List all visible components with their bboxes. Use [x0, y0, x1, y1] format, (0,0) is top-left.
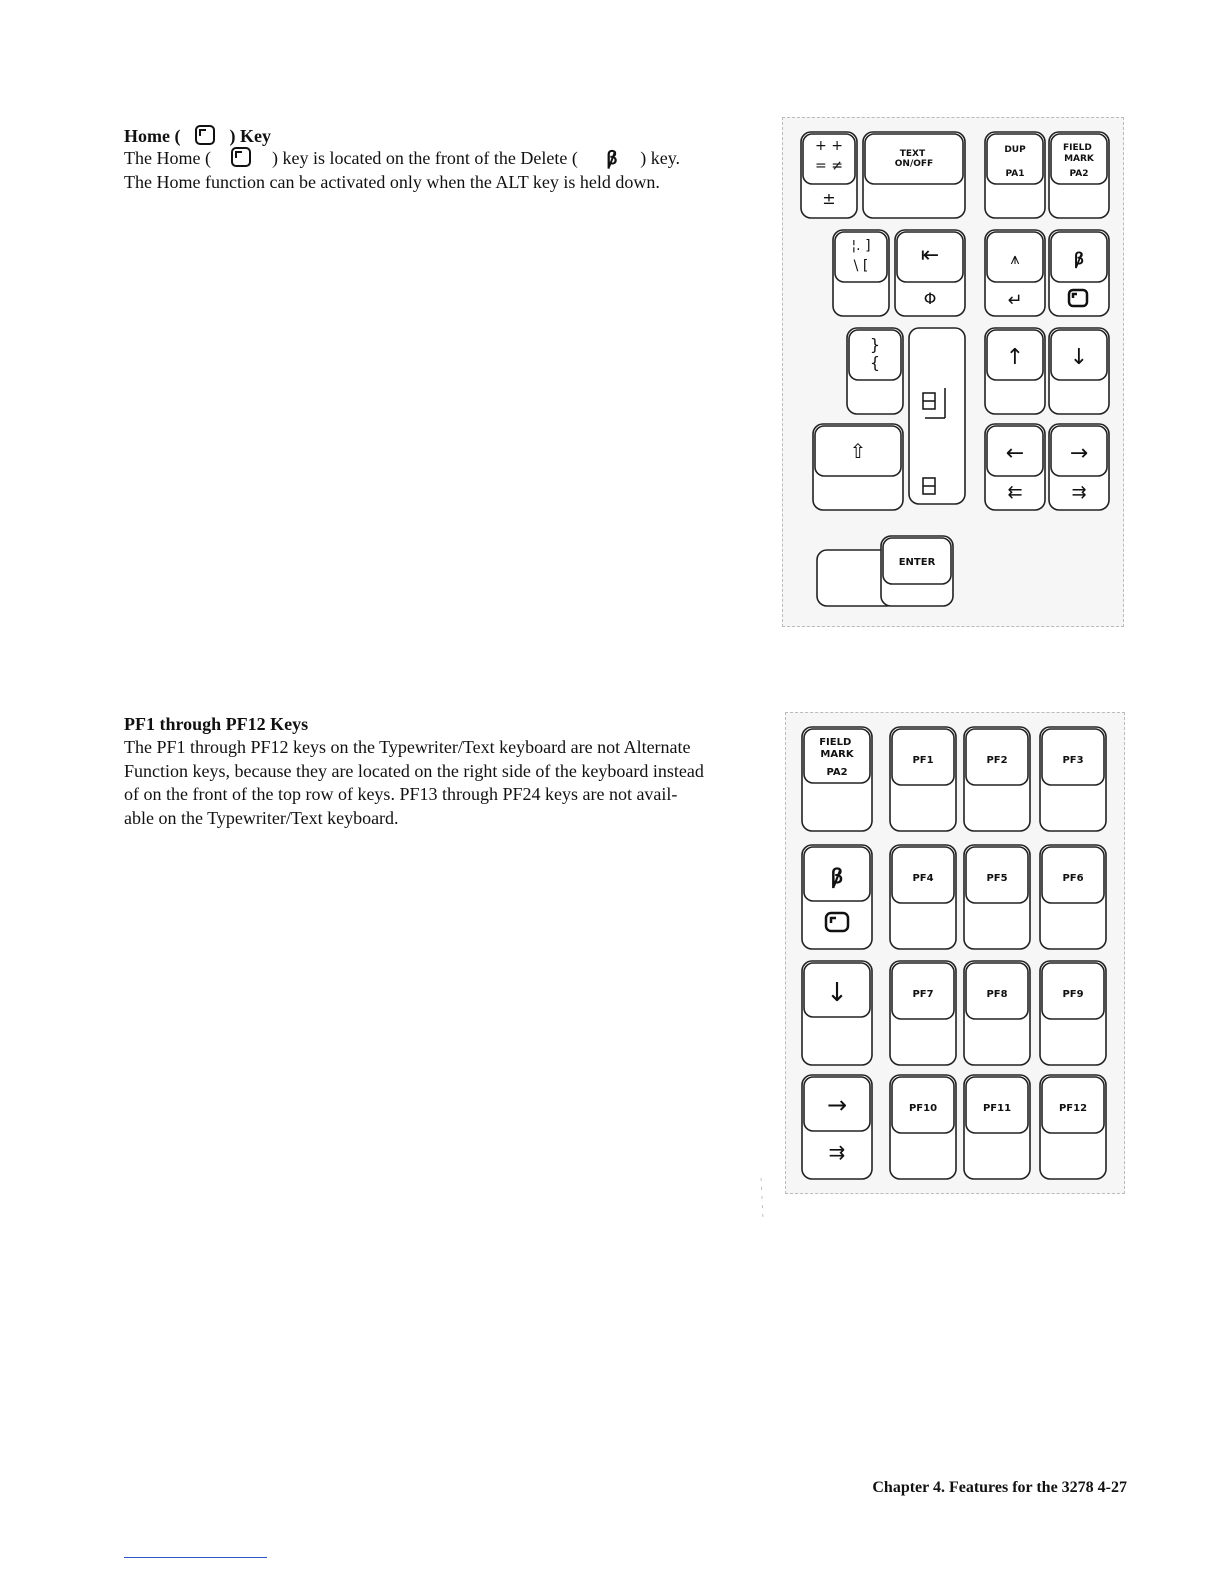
on-off-label: ON/OFF — [894, 159, 934, 169]
pf-key-label: PF4 — [912, 873, 934, 884]
phi-icon: Φ — [923, 289, 937, 308]
pf-heading: PF1 through PF12 Keys — [124, 714, 309, 734]
equals-label: = ≠ — [815, 158, 843, 174]
brackets-bottom-label: \ [ — [853, 258, 869, 274]
pf-line-2: Function keys, because they are located on the right side of the keyboard instead — [124, 760, 704, 781]
scan-mark-svg — [760, 1178, 764, 1218]
mark-label: MARK — [1064, 154, 1094, 164]
mark-label: MARK — [820, 749, 854, 760]
right-arrow-icon: → — [826, 1091, 848, 1119]
delete-icon: ꞵ̸ — [830, 864, 844, 888]
pf-line-3: of on the front of the top row of keys. PF13 through PF24 keys are not avail- — [124, 784, 678, 804]
pf-paragraph — [124, 736, 774, 830]
home-heading-suffix: ) Key — [229, 126, 271, 146]
braces-bottom-label: { — [869, 353, 881, 372]
left-arrow-icon: ← — [1005, 441, 1025, 466]
up-arrow-icon: ↑ — [1005, 345, 1025, 370]
pf-keypad-illustration — [785, 712, 1125, 1194]
tab-icon: ⇤ — [920, 243, 940, 268]
pf-line-4: able on the Typewriter/Text keyboard. — [124, 807, 399, 828]
pf-key-label: PF6 — [1062, 873, 1084, 884]
down-arrow-icon: ↓ — [826, 978, 848, 1008]
pf-key-label: PF12 — [1058, 1103, 1088, 1114]
pf-keypad-svg — [786, 713, 1124, 1193]
fast-left-icon: ⇇ — [1007, 482, 1023, 503]
home-paragraph — [124, 147, 774, 194]
home-icon — [231, 147, 251, 167]
key-newline — [909, 328, 965, 504]
home-icon — [195, 125, 215, 145]
home-keypad-svg — [783, 118, 1123, 626]
fast-right-icon: ⇉ — [828, 1140, 846, 1164]
pf-key-label: PF10 — [908, 1103, 938, 1114]
page-footer: Chapter 4. Features for the 3278 4-27 — [872, 1479, 1127, 1496]
field-mark-label — [819, 737, 855, 760]
pf-key-label: PF7 — [912, 989, 934, 1000]
pf-line-1: The PF1 through PF12 keys on the Typewriter/Text keyboard are not Alternate — [124, 737, 691, 757]
home-line1-suffix: ) key. — [640, 148, 681, 168]
braces-top-label: } — [869, 335, 881, 354]
down-arrow-icon: ↓ — [1069, 345, 1089, 370]
pa1-label: PA1 — [1005, 169, 1025, 179]
return-icon: ↵ — [1007, 290, 1023, 311]
footer-rule — [124, 1557, 267, 1558]
home-line2: The Home function can be activated only when the ALT key is held down. — [124, 171, 660, 192]
home-line1-middle: ) key is located on the front of the Delete ( — [271, 148, 578, 168]
home-heading — [124, 125, 774, 147]
delete-icon: ꞵ̸ — [606, 148, 618, 168]
dup-label: DUP — [1004, 145, 1026, 155]
home-keypad-illustration — [782, 117, 1124, 627]
plus-minus-label: ± — [822, 189, 836, 208]
pf-key-label: PF5 — [986, 873, 1008, 884]
insert-icon: ⩚ — [1010, 249, 1020, 268]
text-on-off-label — [895, 149, 933, 169]
delete-icon: ꞵ̸ — [1073, 249, 1085, 268]
pf-key-label: PF1 — [912, 755, 934, 766]
home-line1-prefix: The Home ( — [124, 148, 211, 168]
pf-key-label: PF3 — [1062, 755, 1084, 766]
text-label: TEXT — [899, 149, 926, 159]
pf-key-label: PF8 — [986, 989, 1008, 1000]
home-heading-prefix: Home ( — [124, 126, 181, 146]
pa2-label: PA2 — [826, 767, 848, 778]
field-label: FIELD — [819, 737, 852, 748]
fast-right-icon: ⇉ — [1071, 482, 1087, 503]
right-arrow-icon: → — [1069, 441, 1089, 466]
plus-label: + + — [815, 138, 843, 154]
scan-mark — [760, 1178, 764, 1218]
field-label: FIELD — [1063, 143, 1092, 153]
shift-icon: ⇧ — [849, 439, 867, 463]
home-section — [124, 125, 774, 194]
pf-key-label: PF2 — [986, 755, 1008, 766]
pa2-label: PA2 — [1069, 169, 1089, 179]
field-mark-label — [1063, 143, 1095, 164]
brackets-top-label: ¦. ] — [851, 238, 871, 254]
enter-label: ENTER — [898, 557, 936, 568]
pf-key-label: PF11 — [982, 1103, 1012, 1114]
pf-key-label: PF9 — [1062, 989, 1084, 1000]
pf-section — [124, 713, 774, 830]
